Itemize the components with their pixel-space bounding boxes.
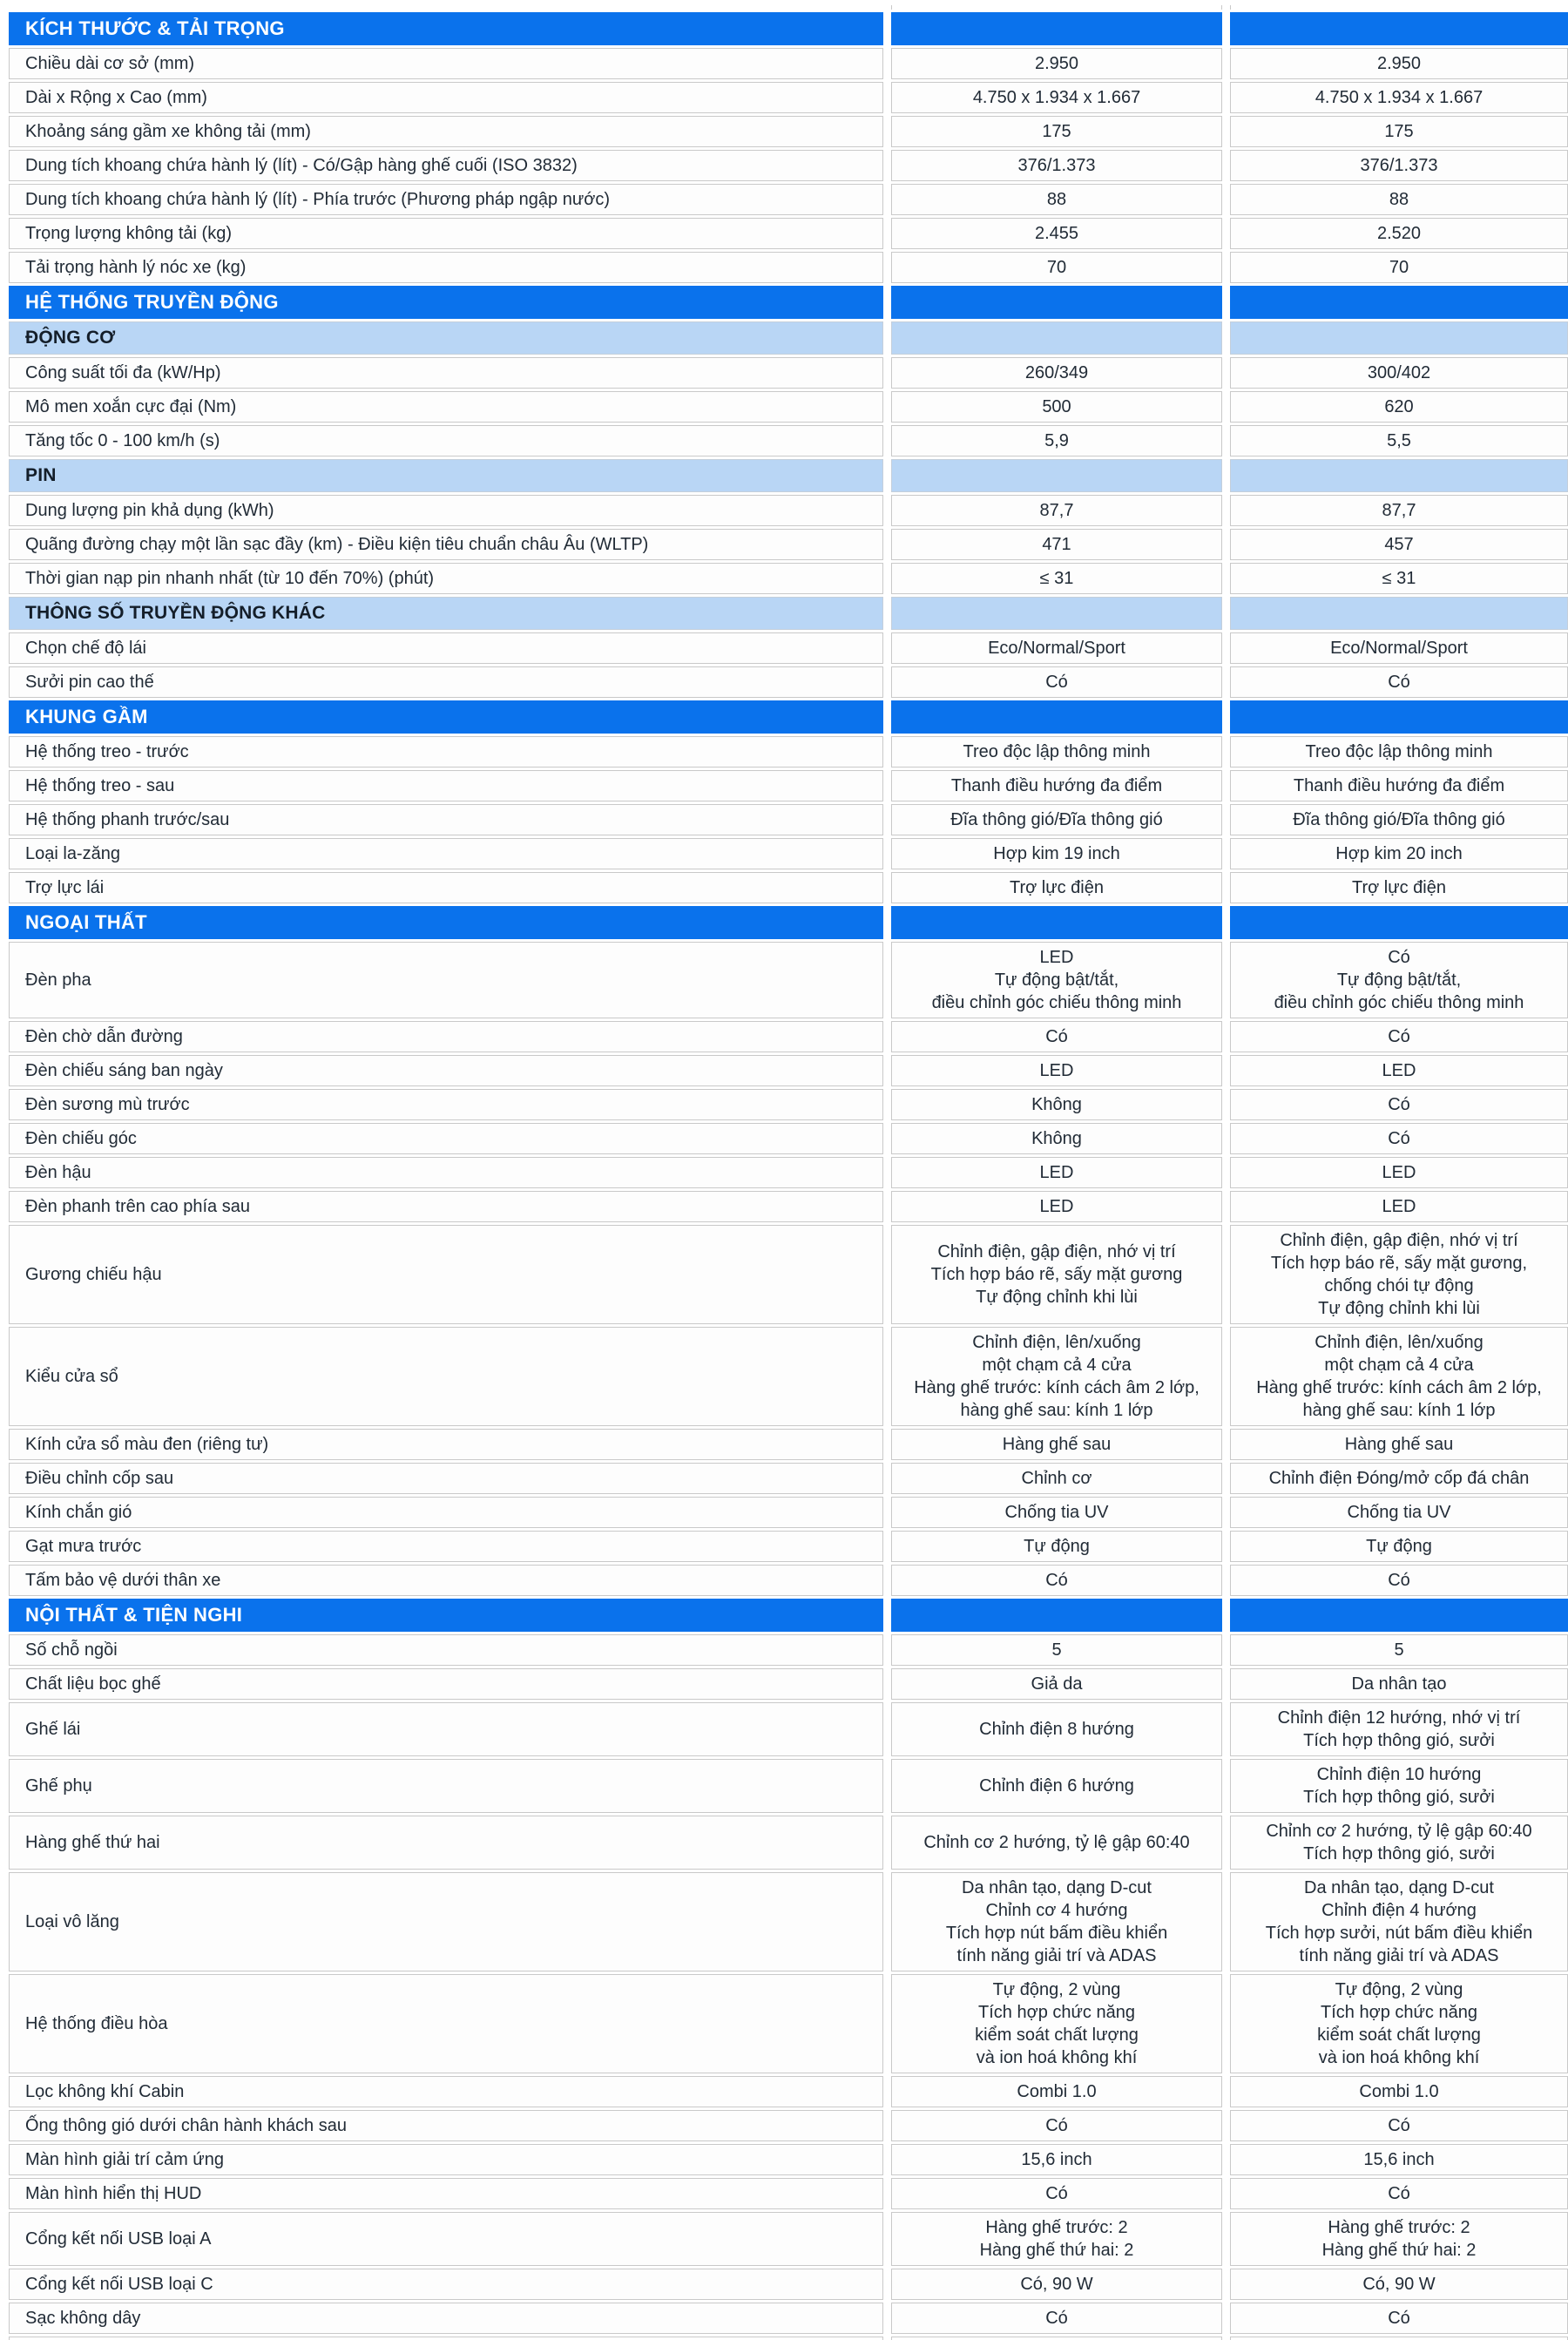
row-value-variant-1: Chỉnh điện 8 hướng <box>891 1702 1222 1756</box>
row-label: Dung tích khoang chứa hành lý (lít) - Có/Gập hàng ghế cuối (ISO 3832) <box>9 150 883 181</box>
table-row <box>9 2212 1568 2266</box>
row-value-variant-1 <box>891 942 1222 1018</box>
table-row <box>9 1055 1568 1086</box>
row-value-variant-1: 5,9 <box>891 425 1222 457</box>
table-row <box>9 529 1568 560</box>
value-line: Hàng ghế trước: 2 <box>1328 2218 1470 2237</box>
value-line: kiểm soát chất lượng <box>1317 2026 1481 2045</box>
row-value-variant-2 <box>1230 1974 1568 2073</box>
section-header-row <box>9 286 1568 319</box>
row-value-variant-2 <box>1230 2212 1568 2266</box>
table-row <box>9 1463 1568 1494</box>
value-line: chống chói tự động <box>1324 1276 1474 1295</box>
row-label: Hệ thống điều hòa <box>9 1974 883 2073</box>
value-line: Chỉnh điện, gập điện, nhớ vị trí <box>1280 1231 1518 1250</box>
table-row <box>9 495 1568 526</box>
row-value-variant-1 <box>891 597 1222 630</box>
row-value-variant-1: Chỉnh cơ 2 hướng, tỷ lệ gập 60:40 <box>891 1816 1222 1870</box>
value-line: Chỉnh điện, lên/xuống <box>1315 1333 1484 1352</box>
row-label: Đèn chiếu góc <box>9 1123 883 1154</box>
row-value-variant-1 <box>891 459 1222 492</box>
row-label: Dài x Rộng x Cao (mm) <box>9 82 883 113</box>
value-line: và ion hoá không khí <box>976 2048 1138 2067</box>
value-line: Chỉnh điện, lên/xuống <box>972 1333 1141 1352</box>
row-label: Lọc không khí Cabin <box>9 2076 883 2107</box>
value-line: điều chỉnh góc chiếu thông minh <box>1274 993 1524 1012</box>
row-value-variant-2 <box>1230 321 1568 355</box>
table-row <box>9 872 1568 903</box>
row-value-variant-1: Hợp kim 19 inch <box>891 838 1222 869</box>
table-row <box>9 2269 1568 2300</box>
row-value-variant-1: LED <box>891 1191 1222 1222</box>
value-line: hàng ghế sau: kính 1 lớp <box>960 1401 1153 1420</box>
row-value-variant-2: Tự động <box>1230 1531 1568 1562</box>
table-row <box>9 184 1568 215</box>
row-label: HỆ THỐNG TRUYỀN ĐỘNG <box>9 286 883 319</box>
row-label: Đèn pha <box>9 942 883 1018</box>
row-value-variant-1: Có <box>891 1021 1222 1052</box>
row-label: Ống thông gió dưới chân hành khách sau <box>9 2110 883 2141</box>
row-value-variant-2: Có <box>1230 1021 1568 1052</box>
row-label: Đèn chờ dẫn đường <box>9 1021 883 1052</box>
row-value-variant-2: 175 <box>1230 116 1568 147</box>
row-label: THÔNG SỐ TRUYỀN ĐỘNG KHÁC <box>9 597 883 630</box>
row-label: Ghế lái <box>9 1702 883 1756</box>
value-line: Hàng ghế thứ hai: 2 <box>1321 2241 1477 2260</box>
row-value-variant-2: Có <box>1230 2178 1568 2209</box>
row-label: Tải trọng hành lý nóc xe (kg) <box>9 252 883 283</box>
value-line: Chỉnh điện 4 hướng <box>1321 1901 1477 1920</box>
row-value-variant-2: 620 <box>1230 391 1568 423</box>
row-label: Trọng lượng không tải (kg) <box>9 218 883 249</box>
row-value-variant-2: 88 <box>1230 184 1568 215</box>
section-header-row <box>9 1599 1568 1632</box>
row-value-variant-2: Hàng ghế sau <box>1230 1429 1568 1460</box>
row-value-variant-1: 5 <box>891 1634 1222 1666</box>
value-line: Chỉnh cơ 2 hướng, tỷ lệ gập 60:40 <box>1266 1822 1532 1841</box>
row-value-variant-2: Hợp kim 20 inch <box>1230 838 1568 869</box>
row-label: Dung lượng pin khả dụng (kWh) <box>9 495 883 526</box>
row-label: Sạc không dây <box>9 2303 883 2334</box>
value-line: tính năng giải trí và ADAS <box>956 1946 1157 1965</box>
row-value-variant-1: Có <box>891 2178 1222 2209</box>
row-label: Đèn chiếu sáng ban ngày <box>9 1055 883 1086</box>
row-label: Hệ thống treo - sau <box>9 770 883 801</box>
row-value-variant-1 <box>891 1872 1222 1971</box>
row-label: Trợ lực lái <box>9 872 883 903</box>
row-label: Hàng ghế thứ hai <box>9 1816 883 1870</box>
row-value-variant-1 <box>891 286 1222 319</box>
table-row <box>9 2076 1568 2107</box>
row-value-variant-1 <box>891 1974 1222 2073</box>
row-value-variant-1: Có, 90 W <box>891 2269 1222 2300</box>
row-value-variant-2 <box>1230 942 1568 1018</box>
value-line: Tích hợp chức năng <box>978 2003 1135 2022</box>
cutoff-cell <box>9 2337 883 2340</box>
row-value-variant-1: 2.950 <box>891 48 1222 79</box>
value-line: và ion hoá không khí <box>1318 2048 1480 2067</box>
value-line: Da nhân tạo, dạng D-cut <box>962 1878 1152 1897</box>
row-value-variant-1: Chỉnh cơ <box>891 1463 1222 1494</box>
cutoff-cell <box>1230 5 1568 10</box>
row-label: Thời gian nạp pin nhanh nhất (từ 10 đến 70%) (phút) <box>9 563 883 594</box>
row-label: Tấm bảo vệ dưới thân xe <box>9 1565 883 1596</box>
subsection-header-row <box>9 459 1568 492</box>
row-label: Đèn hậu <box>9 1157 883 1188</box>
table-row <box>9 632 1568 664</box>
row-value-variant-1 <box>891 700 1222 734</box>
row-value-variant-1: Có <box>891 666 1222 698</box>
row-value-variant-1: ≤ 31 <box>891 563 1222 594</box>
value-line: Chỉnh điện, gập điện, nhớ vị trí <box>937 1242 1176 1261</box>
row-label: Đèn sương mù trước <box>9 1089 883 1120</box>
table-row <box>9 942 1568 1018</box>
row-value-variant-2: ≤ 31 <box>1230 563 1568 594</box>
value-line: điều chỉnh góc chiếu thông minh <box>931 993 1182 1012</box>
row-label: Hệ thống phanh trước/sau <box>9 804 883 835</box>
table-row <box>9 1157 1568 1188</box>
row-value-variant-1: Không <box>891 1089 1222 1120</box>
row-value-variant-1: Eco/Normal/Sport <box>891 632 1222 664</box>
table-row <box>9 1089 1568 1120</box>
table-row <box>9 1327 1568 1426</box>
value-line: Hàng ghế trước: kính cách âm 2 lớp, <box>1256 1378 1542 1397</box>
row-label: KÍCH THƯỚC & TẢI TRỌNG <box>9 12 883 45</box>
table-row <box>9 1123 1568 1154</box>
row-value-variant-1: 471 <box>891 529 1222 560</box>
section-header-row <box>9 12 1568 45</box>
table-row <box>9 666 1568 698</box>
row-value-variant-2: Có <box>1230 2110 1568 2141</box>
cutoff-cell <box>9 5 883 10</box>
row-label: Mô men xoắn cực đại (Nm) <box>9 391 883 423</box>
row-label: Gạt mưa trước <box>9 1531 883 1562</box>
value-line: Tự động chỉnh khi lùi <box>976 1288 1138 1307</box>
row-label: Màn hình hiển thị HUD <box>9 2178 883 2209</box>
row-value-variant-2: Có <box>1230 1089 1568 1120</box>
table-row <box>9 82 1568 113</box>
row-value-variant-1: Đĩa thông gió/Đĩa thông gió <box>891 804 1222 835</box>
row-value-variant-2: 2.950 <box>1230 48 1568 79</box>
table-row <box>9 116 1568 147</box>
row-value-variant-2: 2.520 <box>1230 218 1568 249</box>
row-value-variant-2 <box>1230 1225 1568 1324</box>
row-value-variant-2: Có <box>1230 1565 1568 1596</box>
row-value-variant-2 <box>1230 12 1568 45</box>
row-value-variant-1: Thanh điều hướng đa điểm <box>891 770 1222 801</box>
table-row <box>9 252 1568 283</box>
value-line: Có <box>1388 948 1410 967</box>
table-row <box>9 1872 1568 1971</box>
row-label: Loại la-zăng <box>9 838 883 869</box>
row-label: Số chỗ ngồi <box>9 1634 883 1666</box>
table-row <box>9 736 1568 768</box>
row-value-variant-2: Có, 90 W <box>1230 2269 1568 2300</box>
row-label: ĐỘNG CƠ <box>9 321 883 355</box>
row-value-variant-1: 260/349 <box>891 357 1222 389</box>
row-value-variant-1: Có <box>891 1565 1222 1596</box>
row-label: Gương chiếu hậu <box>9 1225 883 1324</box>
value-line: Tích hợp báo rẽ, sấy mặt gương, <box>1270 1254 1528 1273</box>
table-row <box>9 425 1568 457</box>
row-label: Chất liệu bọc ghế <box>9 1668 883 1700</box>
row-label: Cổng kết nối USB loại C <box>9 2269 883 2300</box>
row-label: Công suất tối đa (kW/Hp) <box>9 357 883 389</box>
table-row <box>9 1225 1568 1324</box>
row-value-variant-1 <box>891 321 1222 355</box>
row-value-variant-2: Da nhân tạo <box>1230 1668 1568 1700</box>
table-row <box>9 770 1568 801</box>
row-value-variant-2: Chỉnh điện Đóng/mở cốp đá chân <box>1230 1463 1568 1494</box>
row-value-variant-1 <box>891 1225 1222 1324</box>
row-value-variant-2: 87,7 <box>1230 495 1568 526</box>
row-label: Cổng kết nối USB loại A <box>9 2212 883 2266</box>
value-line: một chạm cả 4 cửa <box>1324 1356 1474 1375</box>
value-line: tính năng giải trí và ADAS <box>1299 1946 1499 1965</box>
row-value-variant-2: LED <box>1230 1055 1568 1086</box>
table-row <box>9 1497 1568 1528</box>
row-value-variant-2: Trợ lực điện <box>1230 872 1568 903</box>
table-row <box>9 1565 1568 1596</box>
subsection-header-row <box>9 321 1568 355</box>
row-value-variant-2: Thanh điều hướng đa điểm <box>1230 770 1568 801</box>
table-row <box>9 1021 1568 1052</box>
row-value-variant-1: LED <box>891 1055 1222 1086</box>
row-value-variant-2: Có <box>1230 666 1568 698</box>
row-value-variant-2: 70 <box>1230 252 1568 283</box>
row-label: Loại vô lăng <box>9 1872 883 1971</box>
row-value-variant-2: Treo độc lập thông minh <box>1230 736 1568 768</box>
row-value-variant-2 <box>1230 1327 1568 1426</box>
row-label: Kính chắn gió <box>9 1497 883 1528</box>
value-line: Tự động chỉnh khi lùi <box>1318 1299 1480 1318</box>
table-row <box>9 2303 1568 2334</box>
value-line: Hàng ghế trước: 2 <box>985 2218 1128 2237</box>
row-value-variant-2 <box>1230 906 1568 939</box>
value-line: Tự động, 2 vùng <box>992 1980 1121 1999</box>
row-label: Đèn phanh trên cao phía sau <box>9 1191 883 1222</box>
row-value-variant-2 <box>1230 286 1568 319</box>
value-line: Tự động, 2 vùng <box>1335 1980 1463 1999</box>
value-line: Tích hợp thông gió, sưởi <box>1303 1731 1495 1750</box>
row-value-variant-1: Có <box>891 2303 1222 2334</box>
row-value-variant-1: 2.455 <box>891 218 1222 249</box>
row-value-variant-2 <box>1230 1599 1568 1632</box>
row-value-variant-2: 300/402 <box>1230 357 1568 389</box>
table-row <box>9 1429 1568 1460</box>
row-value-variant-1: Giả da <box>891 1668 1222 1700</box>
value-line: Chỉnh điện 10 hướng <box>1316 1765 1482 1784</box>
table-row <box>9 150 1568 181</box>
row-label: NỘI THẤT & TIỆN NGHI <box>9 1599 883 1632</box>
row-label: Hệ thống treo - trước <box>9 736 883 768</box>
row-value-variant-1 <box>891 1599 1222 1632</box>
table-row <box>9 1816 1568 1870</box>
row-label: Tăng tốc 0 - 100 km/h (s) <box>9 425 883 457</box>
table-row <box>9 563 1568 594</box>
row-value-variant-1 <box>891 906 1222 939</box>
table-row <box>9 218 1568 249</box>
cutoff-cell <box>1230 2337 1568 2340</box>
row-label: Quãng đường chạy một lần sạc đầy (km) - Điều kiện tiêu chuẩn châu Âu (WLTP) <box>9 529 883 560</box>
table-row <box>9 838 1568 869</box>
cutoff-row-top <box>9 5 1568 10</box>
row-value-variant-2: Có <box>1230 2303 1568 2334</box>
value-line: một chạm cả 4 cửa <box>982 1356 1132 1375</box>
row-value-variant-2: 15,6 inch <box>1230 2144 1568 2175</box>
row-value-variant-2: 457 <box>1230 529 1568 560</box>
row-value-variant-2: Đĩa thông gió/Đĩa thông gió <box>1230 804 1568 835</box>
row-label: Chọn chế độ lái <box>9 632 883 664</box>
row-label: Dung tích khoang chứa hành lý (lít) - Phía trước (Phương pháp ngập nước) <box>9 184 883 215</box>
row-value-variant-1: Chống tia UV <box>891 1497 1222 1528</box>
row-value-variant-2: Eco/Normal/Sport <box>1230 632 1568 664</box>
row-value-variant-1: Tự động <box>891 1531 1222 1562</box>
row-value-variant-1 <box>891 1327 1222 1426</box>
row-value-variant-1: Chỉnh điện 6 hướng <box>891 1759 1222 1813</box>
row-value-variant-2 <box>1230 1816 1568 1870</box>
value-line: Tự động bật/tắt, <box>1336 970 1462 990</box>
row-value-variant-1: 88 <box>891 184 1222 215</box>
row-value-variant-2 <box>1230 700 1568 734</box>
row-value-variant-2: Có <box>1230 1123 1568 1154</box>
row-value-variant-1: LED <box>891 1157 1222 1188</box>
table-row <box>9 1702 1568 1756</box>
row-value-variant-1: Combi 1.0 <box>891 2076 1222 2107</box>
row-value-variant-1 <box>891 12 1222 45</box>
row-label: Màn hình giải trí cảm ứng <box>9 2144 883 2175</box>
value-line: Da nhân tạo, dạng D-cut <box>1304 1878 1494 1897</box>
table-row <box>9 2110 1568 2141</box>
row-label: Sưởi pin cao thế <box>9 666 883 698</box>
row-value-variant-1: 175 <box>891 116 1222 147</box>
value-line: hàng ghế sau: kính 1 lớp <box>1302 1401 1496 1420</box>
value-line: Tích hợp thông gió, sưởi <box>1303 1844 1495 1863</box>
table-row <box>9 2144 1568 2175</box>
row-value-variant-2: 5,5 <box>1230 425 1568 457</box>
row-value-variant-1: 87,7 <box>891 495 1222 526</box>
value-line: Tích hợp chức năng <box>1321 2003 1477 2022</box>
row-value-variant-1: Treo độc lập thông minh <box>891 736 1222 768</box>
row-label: Điều chỉnh cốp sau <box>9 1463 883 1494</box>
row-value-variant-1: Có <box>891 2110 1222 2141</box>
row-value-variant-2: 5 <box>1230 1634 1568 1666</box>
row-value-variant-2 <box>1230 1872 1568 1971</box>
value-line: Hàng ghế thứ hai: 2 <box>979 2241 1134 2260</box>
value-line: Tích hợp sưởi, nút bấm điều khiển <box>1265 1924 1533 1943</box>
row-value-variant-2: Chống tia UV <box>1230 1497 1568 1528</box>
row-value-variant-1: Không <box>891 1123 1222 1154</box>
table-row <box>9 2178 1568 2209</box>
table-row <box>9 804 1568 835</box>
row-value-variant-1: 4.750 x 1.934 x 1.667 <box>891 82 1222 113</box>
value-line: Tích hợp nút bấm điều khiển <box>945 1924 1168 1943</box>
row-label: KHUNG GẦM <box>9 700 883 734</box>
value-line: kiểm soát chất lượng <box>975 2026 1139 2045</box>
section-header-row <box>9 906 1568 939</box>
row-value-variant-1: Hàng ghế sau <box>891 1429 1222 1460</box>
table-row <box>9 48 1568 79</box>
row-label: NGOẠI THẤT <box>9 906 883 939</box>
value-line: Tích hợp báo rẽ, sấy mặt gương <box>930 1265 1183 1284</box>
row-label: Chiều dài cơ sở (mm) <box>9 48 883 79</box>
row-value-variant-1: 70 <box>891 252 1222 283</box>
value-line: Tự động bật/tắt, <box>994 970 1119 990</box>
row-value-variant-1 <box>891 2212 1222 2266</box>
row-label: Kính cửa sổ màu đen (riêng tư) <box>9 1429 883 1460</box>
row-value-variant-1: 500 <box>891 391 1222 423</box>
row-value-variant-2: LED <box>1230 1157 1568 1188</box>
row-value-variant-1: 15,6 inch <box>891 2144 1222 2175</box>
table-row <box>9 1634 1568 1666</box>
row-value-variant-2 <box>1230 1759 1568 1813</box>
row-value-variant-2 <box>1230 459 1568 492</box>
row-value-variant-1: 376/1.373 <box>891 150 1222 181</box>
cutoff-cell <box>891 5 1222 10</box>
row-label: PIN <box>9 459 883 492</box>
subsection-header-row <box>9 597 1568 630</box>
value-line: Chỉnh cơ 4 hướng <box>985 1901 1128 1920</box>
table-row <box>9 1668 1568 1700</box>
row-value-variant-2 <box>1230 1702 1568 1756</box>
row-value-variant-1: Trợ lực điện <box>891 872 1222 903</box>
row-value-variant-2: Combi 1.0 <box>1230 2076 1568 2107</box>
table-row <box>9 1531 1568 1562</box>
cutoff-cell <box>891 2337 1222 2340</box>
table-row <box>9 1759 1568 1813</box>
table-row <box>9 1974 1568 2073</box>
row-value-variant-2: 376/1.373 <box>1230 150 1568 181</box>
value-line: Chỉnh điện 12 hướng, nhớ vị trí <box>1277 1708 1521 1728</box>
row-label: Ghế phụ <box>9 1759 883 1813</box>
value-line: LED <box>1039 948 1074 967</box>
row-label: Khoảng sáng gầm xe không tải (mm) <box>9 116 883 147</box>
table-row <box>9 357 1568 389</box>
value-line: Hàng ghế trước: kính cách âm 2 lớp, <box>914 1378 1200 1397</box>
table-row <box>9 1191 1568 1222</box>
section-header-row <box>9 700 1568 734</box>
value-line: Tích hợp thông gió, sưởi <box>1303 1788 1495 1807</box>
row-label: Kiểu cửa sổ <box>9 1327 883 1426</box>
table-row <box>9 391 1568 423</box>
row-value-variant-2 <box>1230 597 1568 630</box>
row-value-variant-2: LED <box>1230 1191 1568 1222</box>
cutoff-row-bottom <box>9 2337 1568 2340</box>
row-value-variant-2: 4.750 x 1.934 x 1.667 <box>1230 82 1568 113</box>
